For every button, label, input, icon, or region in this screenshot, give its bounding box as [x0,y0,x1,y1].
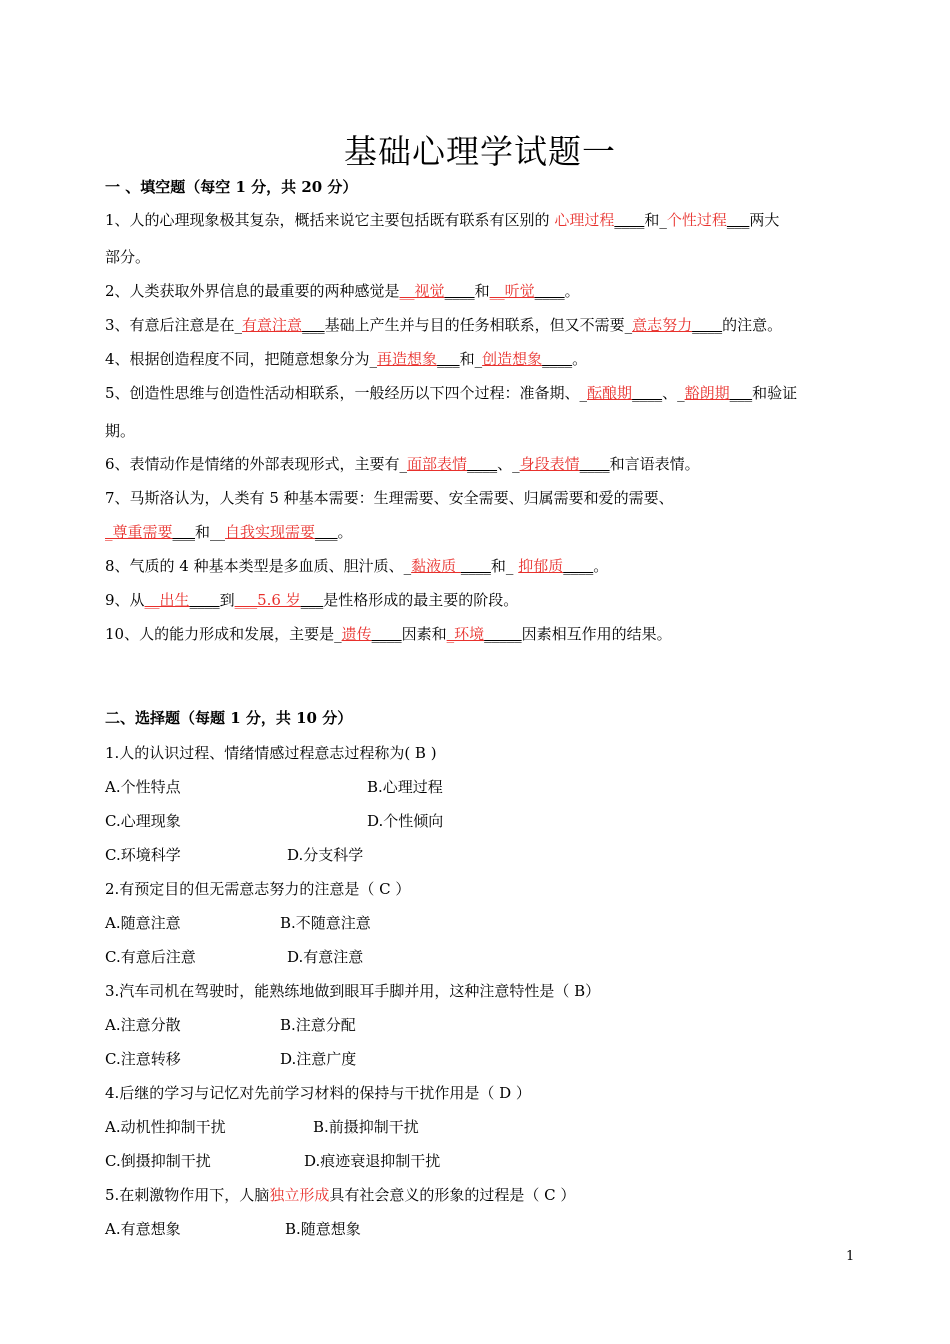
choice-q1-option-f: D.分支科学 [287,846,364,864]
choice-q4-stem: 4.后继的学习与记忆对先前学习材料的保持与干扰作用是（ D ） [105,1084,531,1102]
fill-q9: 9、从__出生____到___5.6 岁___是性格形成的最主要的阶段。 [105,591,519,609]
fill-q1: 1、人的心理现象极其复杂，概括来说它主要包括既有联系有区别的 心理过程____和_个性过程___两大 [105,211,780,229]
choice-q2-option-a: A.随意注意 [105,914,181,932]
choice-q4-option-b: B.前摄抑制干扰 [313,1118,419,1136]
fill-q7: 7、马斯洛认为，人类有 5 种基本需要：生理需要、安全需要、归属需要和爱的需要、 [105,489,674,507]
choice-q1-option-c: C.心理现象 [105,812,181,830]
choice-q1-option-d: D.个性倾向 [367,812,444,830]
choice-q3-stem: 3.汽车司机在驾驶时，能熟练地做到眼耳手脚并用，这种注意特性是（ B） [105,982,601,1000]
choice-q5-option-a: A.有意想象 [105,1220,181,1238]
choice-q5-option-b: B.随意想象 [285,1220,361,1238]
fill-q6: 6、表情动作是情绪的外部表现形式，主要有_面部表情____、_身段表情____和言语表情。 [105,455,700,473]
page-number: 1 [846,1249,855,1264]
choice-q4-option-c: C.倒摄抑制干扰 [105,1152,211,1170]
fill-q2: 2、人类获取外界信息的最重要的两种感觉是__视觉____和__听觉____。 [105,282,580,300]
choice-q4-option-a: A.动机性抑制干扰 [105,1118,226,1136]
fill-q5: 5、创造性思维与创造性活动相联系，一般经历以下四个过程：准备期、_酝酿期____、_豁朗期___和验证 [105,384,798,402]
choice-q2-option-c: C.有意后注意 [105,948,196,966]
choice-q2-option-b: B.不随意注意 [280,914,371,932]
choice-q1-option-b: B.心理过程 [367,778,443,796]
fill-q8: 8、气质的 4 种基本类型是多血质、胆汁质、_黏液质 ____和_ 抑郁质____。 [105,557,609,575]
fill-q3: 3、有意后注意是在_有意注意___基础上产生并与目的任务相联系，但又不需要_意志努力____的注意。 [105,316,783,334]
choice-q3-option-c: C.注意转移 [105,1050,181,1068]
choice-q1-option-a: A.个性特点 [105,778,181,796]
fill-q5-cont: 期。 [105,422,136,440]
choice-q5-stem: 5.在刺激物作用下，人脑独立形成具有社会意义的形象的过程是（ C ） [105,1186,576,1204]
fill-q1-cont: 部分。 [105,248,151,266]
section1-heading: 一 、填空题（每空 1 分，共 20 分） [105,178,358,196]
choice-q1-option-e: C.环境科学 [105,846,181,864]
choice-q2-option-d: D.有意注意 [287,948,364,966]
choice-q1-stem: 1.人的认识过程、情绪情感过程意志过程称为( B ) [105,744,437,762]
fill-q10: 10、人的能力形成和发展，主要是_遗传____因素和_环境_____因素相互作用的结果。 [105,625,672,643]
choice-q3-option-b: B.注意分配 [280,1016,356,1034]
choice-q2-stem: 2.有预定目的但无需意志努力的注意是（ C ） [105,880,411,898]
fill-q4: 4、根据创造程度不同，把随意想象分为_再造想象___和_创造想象____。 [105,350,588,368]
fill-q7-cont: _尊重需要___和__自我实现需要___。 [105,523,353,541]
choice-q3-option-a: A.注意分散 [105,1016,181,1034]
page-title: 基础心理学试题一 [344,132,616,171]
choice-q3-option-d: D.注意广度 [280,1050,357,1068]
choice-q4-option-d: D.痕迹衰退抑制干扰 [304,1152,441,1170]
section2-heading: 二、选择题（每题 1 分，共 10 分） [105,709,353,727]
